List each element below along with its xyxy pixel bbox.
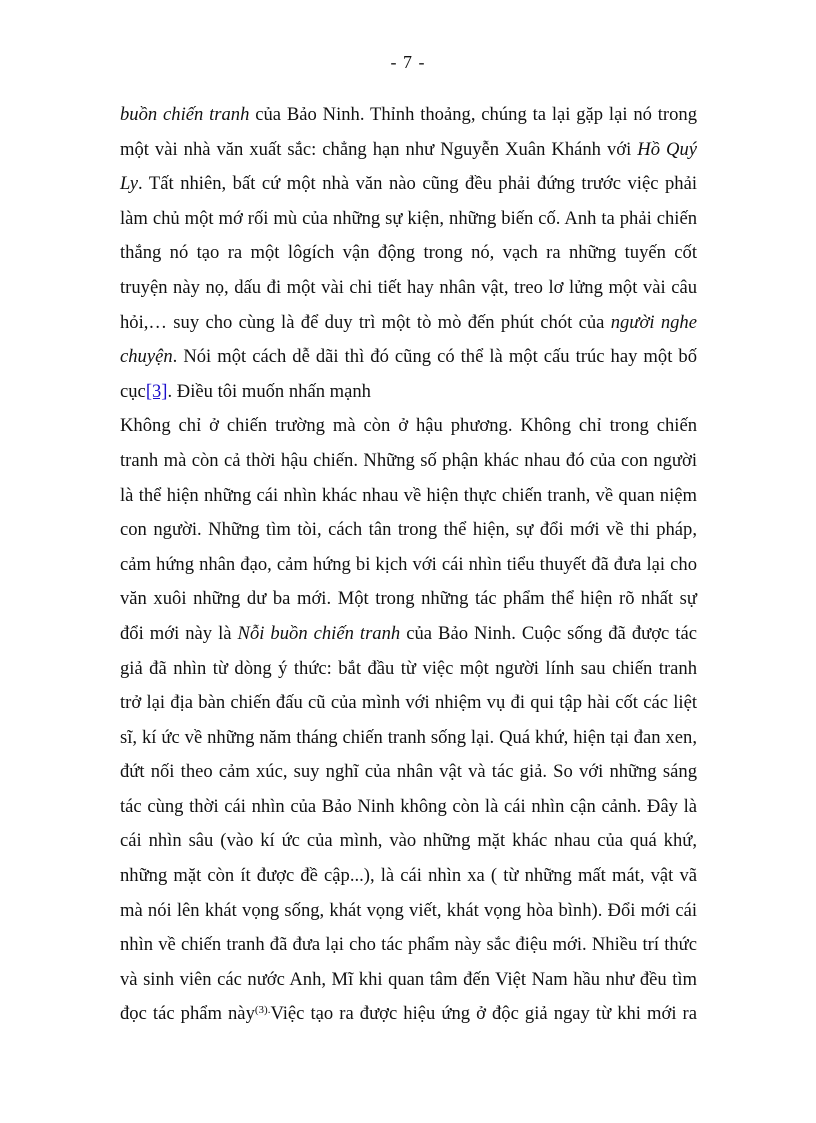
text-line: cảm hứng nhân đạo, cảm hứng bi kịch với cái nhìn tiểu thuyết đã đưa lại cho (120, 553, 697, 575)
text-line: thắng nó tạo ra một lôgích vận động trong nó, vạch ra những tuyến cốt (120, 242, 697, 264)
text-line: là thể hiện những cái nhìn khác nhau về hiện thực chiến tranh, về quan niệm (120, 484, 697, 506)
text-line: hỏi,… suy cho cùng là để duy trì một tò mò đến phút chót của người nghe (120, 311, 697, 333)
text-line: tác cùng thời cái nhìn của Bảo Ninh không còn là cái nhìn cận cảnh. Đây là (120, 795, 697, 817)
text-line: mà nói lên khát vọng sống, khát vọng viết, khát vọng hòa bình). Đổi mới cái (120, 899, 697, 921)
citation-link[interactable]: [3] (145, 380, 168, 402)
text-line: và sinh viên các nước Anh, Mĩ khi quan tâm đến Việt Nam hầu như đều tìm (120, 968, 697, 990)
text-line: cục[3]. Điều tôi muốn nhấn mạnh (120, 380, 371, 402)
italic-title: Nỗi buồn chiến tranh (237, 622, 401, 644)
text-line: buồn chiến tranh của Bảo Ninh. Thỉnh thoảng, chúng ta lại gặp lại nó trong (120, 104, 697, 125)
text-line: làm chủ một mớ rối mù của những sự kiện, những biến cố. Anh ta phải chiến (120, 207, 697, 229)
text-line: tranh mà còn cả thời hậu chiến. Những số phận khác nhau đó của con người (120, 449, 697, 471)
text-line: đổi mới này là Nỗi buồn chiến tranh của Bảo Ninh. Cuộc sống đã được tác (120, 622, 697, 644)
text-line: Không chỉ ở chiến trường mà còn ở hậu phương. Không chỉ trong chiến (120, 415, 697, 437)
text-line: văn xuôi những dư ba mới. Một trong những tác phẩm thể hiện rõ nhất sự (120, 588, 697, 610)
text-line: đọc tác phẩm này$^{(3).}$Việc tạo ra được hiệu ứng ở độc giả ngay từ khi mới ra (120, 1003, 697, 1025)
text-line: đứt nối theo cảm xúc, suy nghĩ của nhân vật và tác giả. So với những sáng (120, 761, 697, 783)
text-line: nhìn về chiến tranh đã đưa lại cho tác phẩm này sắc điệu mới. Nhiều trí thức (120, 934, 697, 956)
text-line: giả đã nhìn từ dòng ý thức: bắt đầu từ việc một người lính sau chiến tranh (120, 657, 697, 679)
text-line: truyện này nọ, dấu đi một vài chi tiết hay nhân vật, treo lơ lửng một vài câu (120, 276, 697, 298)
text-line: cái nhìn sâu (vào kí ức của mình, vào những mặt khác nhau của quá khứ, (120, 830, 697, 852)
text-line: Ly. Tất nhiên, bất cứ một nhà văn nào cũng đều phải đứng trước việc phải (120, 173, 697, 195)
body-text (120, 98, 697, 1032)
italic-title: Ly (120, 173, 139, 195)
page-number: - 7 - (390, 52, 426, 72)
text-line: những mặt còn ít được đề cập...), là cái nhìn xa ( từ những mất mát, vật vã (120, 865, 697, 887)
italic-title: buồn chiến tranh (120, 104, 250, 125)
text-line: con người. Những tìm tòi, cách tân trong thể hiện, sự đổi mới về thi pháp, (120, 519, 697, 541)
italic-phrase: chuyện (120, 346, 173, 368)
footnote-marker: (3). (254, 1004, 271, 1017)
italic-title: Hồ Quý (637, 138, 697, 160)
text-line: sĩ, kí ức về những năm tháng chiến tranh sống lại. Quá khứ, hiện tại đan xen, (120, 726, 697, 748)
text-line: một vài nhà văn xuất sắc: chẳng hạn như Nguyễn Xuân Khánh với Hồ Quý (120, 138, 697, 160)
text-line: chuyện. Nói một cách dễ dãi thì đó cũng có thể là một cấu trúc hay một bố (120, 346, 697, 368)
italic-phrase: người nghe (610, 311, 697, 333)
text-line: trở lại địa bàn chiến đấu cũ của mình với nhiệm vụ đi qui tập hài cốt các liệt (120, 692, 697, 714)
